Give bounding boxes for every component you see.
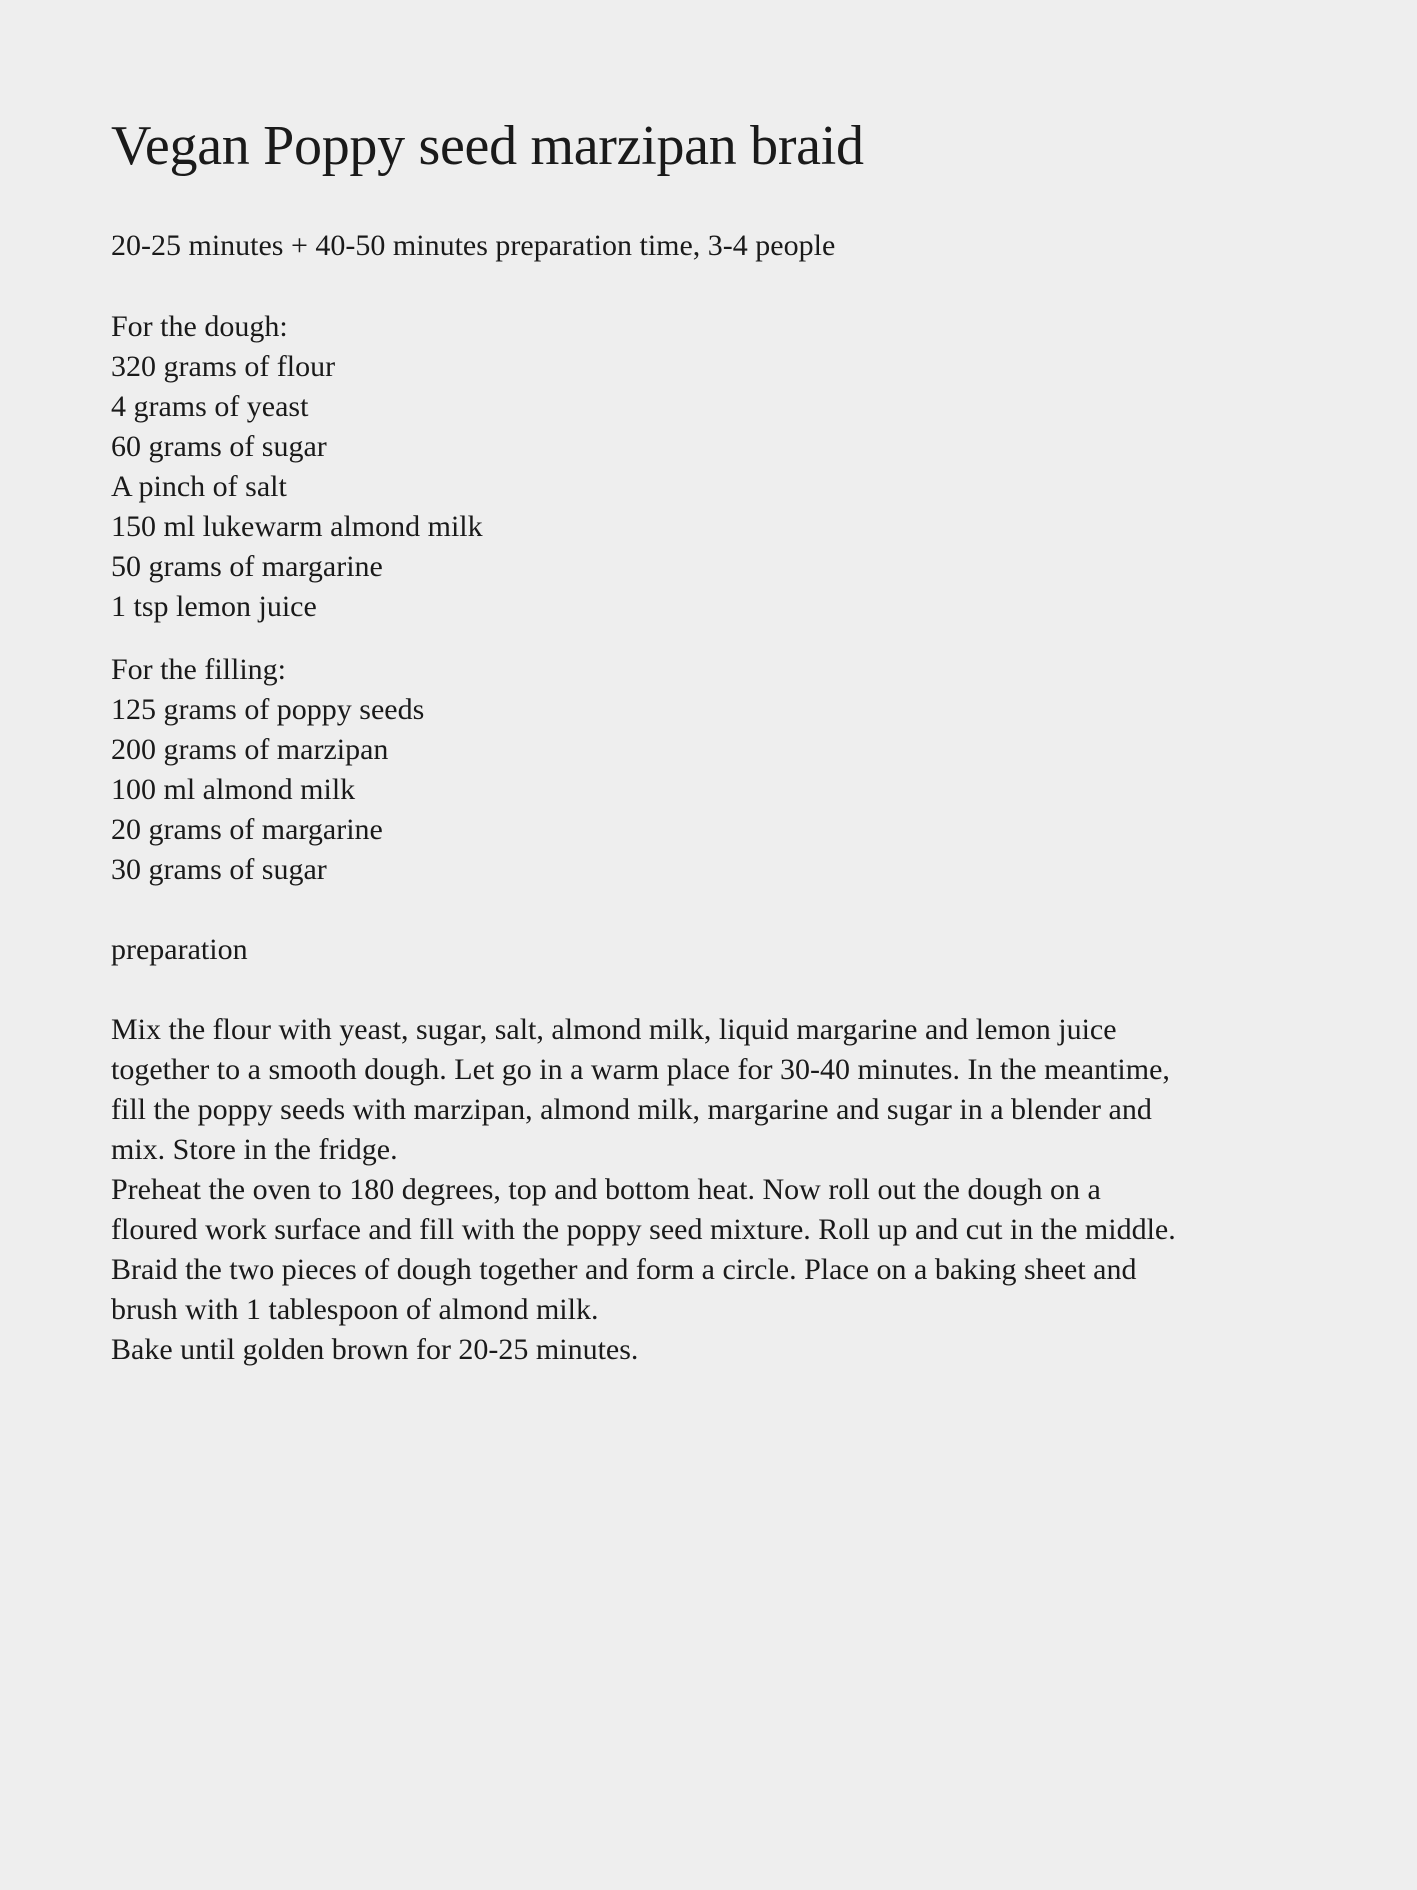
dough-ingredient: 320 grams of flour [111, 350, 336, 383]
preparation-line: brush with 1 tablespoon of almond milk. [111, 1293, 599, 1326]
preparation-line: Preheat the oven to 180 degrees, top and bottom heat. Now roll out the dough on a [111, 1173, 1101, 1206]
preparation-line: fill the poppy seeds with marzipan, almond milk, margarine and sugar in a blender and [111, 1093, 1152, 1126]
dough-ingredient: 4 grams of yeast [111, 390, 309, 423]
preparation-heading: preparation [111, 933, 248, 966]
dough-ingredient: 50 grams of margarine [111, 550, 383, 583]
preparation-line: together to a smooth dough. Let go in a warm place for 30-40 minutes. In the meantime, [111, 1053, 1170, 1086]
recipe-page [111, 108, 1321, 1370]
preparation-line: Bake until golden brown for 20-25 minutes. [111, 1333, 639, 1366]
preparation-line: Braid the two pieces of dough together and form a circle. Place on a baking sheet and [111, 1253, 1137, 1286]
filling-heading: For the filling: [111, 653, 286, 686]
dough-section [111, 307, 1321, 627]
preparation-line: Mix the flour with yeast, sugar, salt, almond milk, liquid margarine and lemon juice [111, 1013, 1117, 1046]
dough-ingredient: 1 tsp lemon juice [111, 590, 317, 623]
filling-section [111, 650, 1321, 890]
dough-heading: For the dough: [111, 310, 288, 343]
preparation-line: floured work surface and fill with the poppy seed mixture. Roll up and cut in the middle. [111, 1213, 1176, 1246]
recipe-meta: 20-25 minutes + 40-50 minutes preparation time, 3-4 people [111, 229, 836, 262]
dough-ingredient: A pinch of salt [111, 470, 287, 503]
preparation-text [111, 1010, 1311, 1370]
filling-ingredient: 125 grams of poppy seeds [111, 693, 425, 726]
filling-ingredient: 30 grams of sugar [111, 853, 327, 886]
filling-ingredient: 100 ml almond milk [111, 773, 356, 806]
dough-ingredient: 60 grams of sugar [111, 430, 327, 463]
recipe-title: Vegan Poppy seed marzipan braid [111, 115, 864, 177]
filling-ingredient: 200 grams of marzipan [111, 733, 389, 766]
filling-ingredient: 20 grams of margarine [111, 813, 383, 846]
preparation-line: mix. Store in the fridge. [111, 1133, 398, 1166]
dough-ingredient: 150 ml lukewarm almond milk [111, 510, 483, 543]
